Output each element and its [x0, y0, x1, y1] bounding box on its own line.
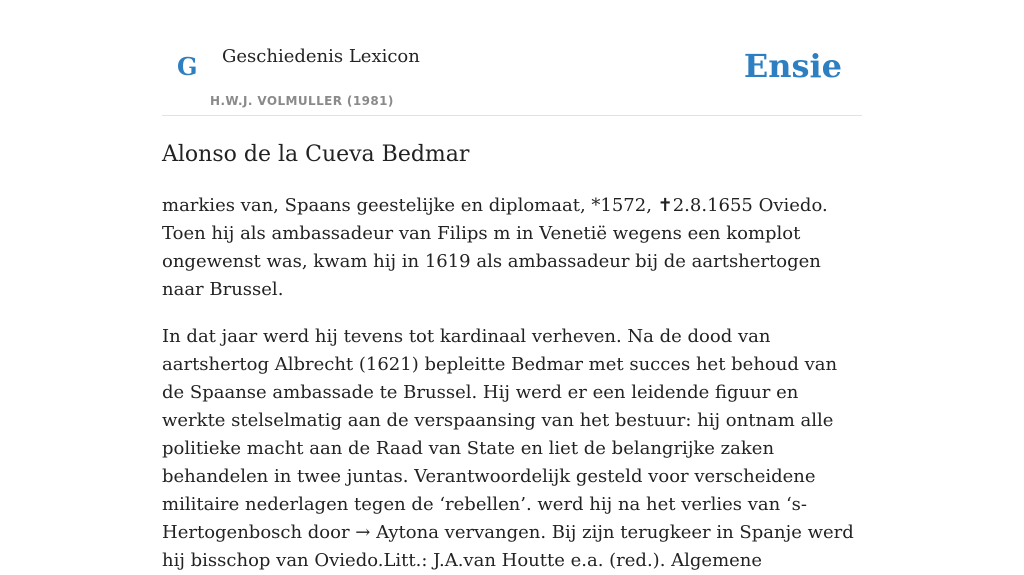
page-container [162, 0, 862, 575]
article-title: Alonso de la Cueva Bedmar [162, 142, 470, 167]
source-logo[interactable]: G [177, 52, 198, 81]
article-paragraph: In dat jaar werd hij tevens tot kardinaal verheven. Na de dood van aartshertog Albrecht (1621) bepleitte Bedmar met succes het behoud van de Spaanse ambassade te Brussel. Hij werd er een leidende figuur en werkte stelselmatig aan de verspaansing van het bestuur: hij ontnam alle politieke macht aan de Raad van State en liet de belangrijke zaken behandelen in twee juntas. Verantwoordelijk gesteld voor verscheidene militaire nederlagen tegen de ‘rebellen’. werd hij na het verlies van ‘s-Hertogenbosch door → Aytona vervangen. Bij zijn terugkeer in Spanje werd hij bisschop van Oviedo.Litt.: J.A.van Houtte e.a. (red.). Algemene [162, 326, 854, 572]
ensie-brand-logo[interactable]: Ensie [743, 47, 842, 85]
article-paragraph: markies van, Spaans geestelijke en diplomaat, *1572, ✝2.8.1655 Oviedo. Toen hij als ambassadeur van Filips m in Venetië wegens een komplot ongewenst was, kwam hij in 1619 als ambassadeur bij de aartshertogen naar Brussel. [162, 195, 828, 301]
source-author: H.W.J. VOLMULLER (1981) [210, 94, 394, 108]
source-title-link[interactable]: Geschiedenis Lexicon [222, 46, 420, 67]
source-header [162, 0, 862, 116]
article [162, 142, 862, 575]
